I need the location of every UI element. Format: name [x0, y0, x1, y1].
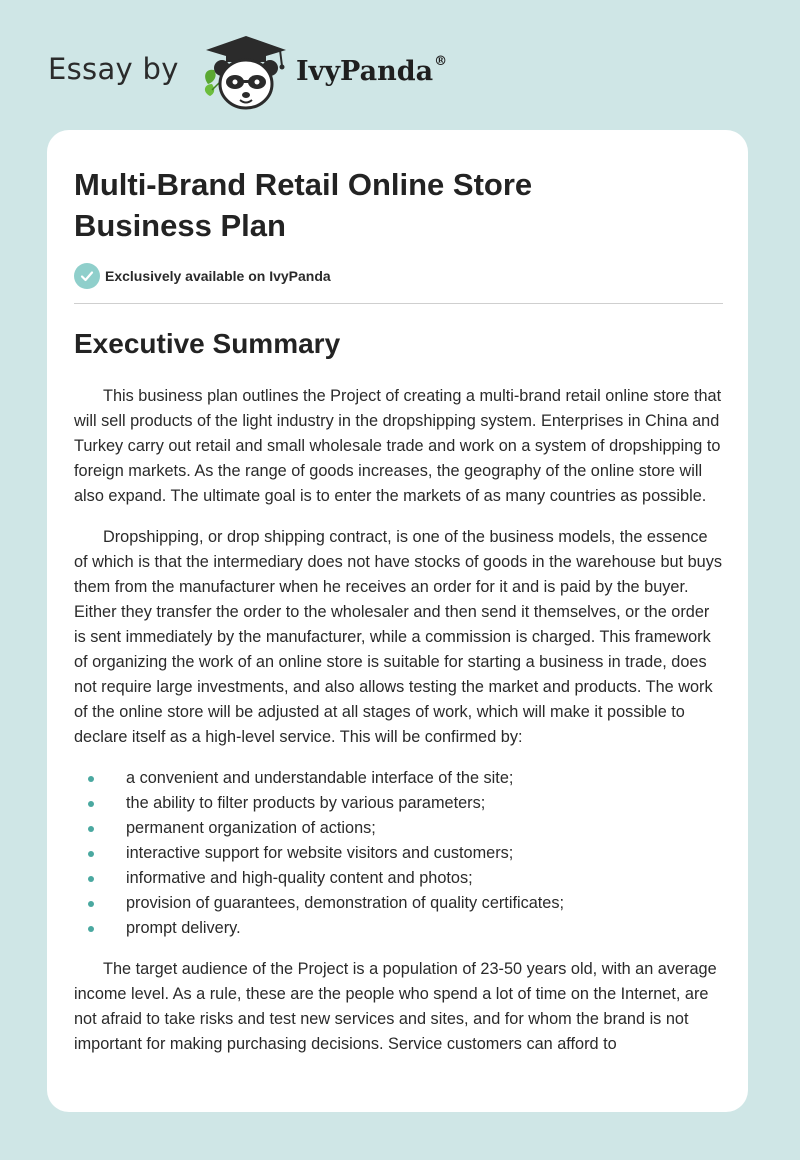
- paragraph-1: This business plan outlines the Project of creating a multi-brand retail online store that will sell products of the light industry in the dropshipping system. Enterprises in China and Turkey carry out retail and small wholesale trade and work on a system of dropshipping to foreign markets. As the range of goods increases, the geography of the online store will also expand. The ultimate goal is to enter the markets of as many countries as possible.: [74, 387, 722, 505]
- essay-body: [74, 384, 723, 1073]
- bullet-dot: [88, 876, 94, 882]
- check-icon: [74, 263, 100, 289]
- bullet-dot: [88, 851, 94, 857]
- panda-graduate-icon[interactable]: [200, 32, 292, 112]
- brand-name[interactable]: IvyPanda®: [296, 54, 448, 87]
- list-item: prompt delivery.: [74, 916, 723, 941]
- list-item: provision of guarantees, demonstration of quality certificates;: [74, 891, 723, 916]
- essay-card: [47, 130, 748, 1112]
- exclusive-label: Exclusively available on IvyPanda: [105, 268, 331, 284]
- bullet-dot: [88, 901, 94, 907]
- bullet-dot: [88, 801, 94, 807]
- list-item: a convenient and understandable interface of the site;: [74, 766, 723, 791]
- brand-prefix: Essay by: [48, 52, 179, 86]
- bullet-dot: [88, 826, 94, 832]
- list-item: the ability to filter products by various parameters;: [74, 791, 723, 816]
- paragraph-2: Dropshipping, or drop shipping contract, is one of the business models, the essence of which is that the intermediary does not have stocks of goods in the warehouse but buys them from the manufacturer when he receives an order for it and is paid by the buyer. Either they transfer the order to the wholesaler and then send it themselves, or the order is sent immediately by the manufacturer, while a commission is charged. This framework of organizing the work of an online store is suitable for starting a business in trade, does not require large investments, and also allows testing the market and products. The work of the online store will be adjusted at all stages of work, which will make it possible to declare itself as a high-level service. This will be confirmed by:: [74, 528, 723, 746]
- bullet-dot: [88, 776, 94, 782]
- list-item: informative and high-quality content and photos;: [74, 866, 723, 891]
- list-item: permanent organization of actions;: [74, 816, 723, 841]
- divider: [74, 303, 723, 304]
- site-header: [0, 0, 800, 120]
- registered-mark: ®: [434, 54, 448, 69]
- exclusive-badge: [74, 262, 331, 290]
- bullet-dot: [88, 926, 94, 932]
- section-heading: Executive Summary: [74, 328, 341, 359]
- feature-list: [74, 766, 723, 941]
- paragraph-3: The target audience of the Project is a population of 23-50 years old, with an average income level. As a rule, these are the people who spend a lot of time on the Internet, are not afraid to take risks and test new services and sites, and for whom the brand is not important for making purchasing decisions. Service customers can afford to: [74, 960, 717, 1053]
- list-item: interactive support for website visitors and customers;: [74, 841, 723, 866]
- page-title: Multi-Brand Retail Online Store Business Plan: [74, 167, 533, 243]
